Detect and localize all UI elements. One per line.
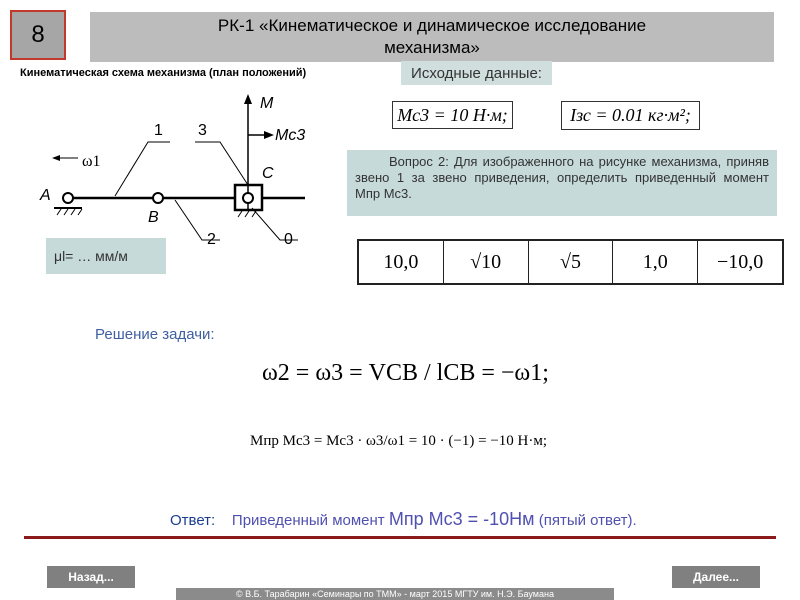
answer-options	[357, 239, 784, 285]
label-link-3: 3	[198, 122, 207, 139]
answer-option-3[interactable]: √5	[529, 241, 614, 283]
scale-label: μl= … мм/м	[46, 238, 166, 274]
slide-number: 8	[10, 10, 66, 60]
title-line-1: РК-1 «Кинематическое и динамическое исследование	[217, 16, 647, 35]
footer-credit: © В.Б. Тарабарин «Семинары по ТММ» - март 2015 МГТУ им. Н.Э. Баумана	[176, 588, 614, 600]
title-line-2: механизма»	[384, 38, 480, 57]
label-m: M	[260, 95, 274, 112]
label-link-0: 0	[284, 231, 293, 248]
answer-value: Mпр Mс3 = -10Нм	[388, 509, 535, 529]
given-moment-text: Mс3 = 10 Н·м;	[397, 104, 508, 125]
question-text: Вопрос 2: Для изображенного на рисунке механизма, приняв звено 1 за звено приведения, определить приведенный момент Mпр Mс3.	[355, 154, 769, 201]
initial-data-label: Исходные данные:	[401, 61, 552, 85]
diagram-caption: Кинематическая схема механизма (план положений)	[20, 67, 307, 79]
label-link-1: 1	[154, 122, 163, 139]
label-a: A	[40, 187, 51, 204]
answer-label: Ответ:	[170, 512, 216, 529]
divider	[24, 536, 776, 539]
question-box	[347, 150, 777, 216]
answer-option-2[interactable]: √10	[444, 241, 529, 283]
label-b: B	[148, 209, 159, 226]
answer-option-5[interactable]: −10,0	[716, 250, 764, 273]
answer-option-1[interactable]: 10,0	[359, 241, 444, 283]
next-button[interactable]: Далее...	[672, 566, 760, 588]
label-link-2: 2	[207, 231, 216, 248]
label-mc3: Mс3	[275, 127, 306, 144]
formula-reduced-moment: Mпр Mс3 = Mс3 · ω3/ω1 = 10 · (−1) = −10 Н·м;	[250, 433, 548, 449]
formula-angular-velocity: ω2 = ω3 = VCB / lCB = −ω1;	[262, 360, 549, 386]
given-moment	[392, 101, 513, 129]
label-c: C	[262, 165, 274, 182]
slide-title	[90, 12, 774, 62]
answer-line	[170, 509, 637, 530]
given-inertia	[561, 101, 700, 130]
answer-note: (пятый ответ).	[538, 512, 637, 529]
answer-option-4[interactable]: 1,0	[613, 241, 698, 283]
back-button[interactable]: Назад...	[47, 566, 135, 588]
answer-text: Приведенный момент	[231, 512, 385, 529]
solution-label: Решение задачи:	[95, 326, 215, 343]
given-inertia-text: Iзс = 0.01 кг·м²;	[570, 105, 691, 125]
mechanism-diagram	[30, 90, 330, 250]
label-omega1: ω1	[82, 153, 101, 170]
